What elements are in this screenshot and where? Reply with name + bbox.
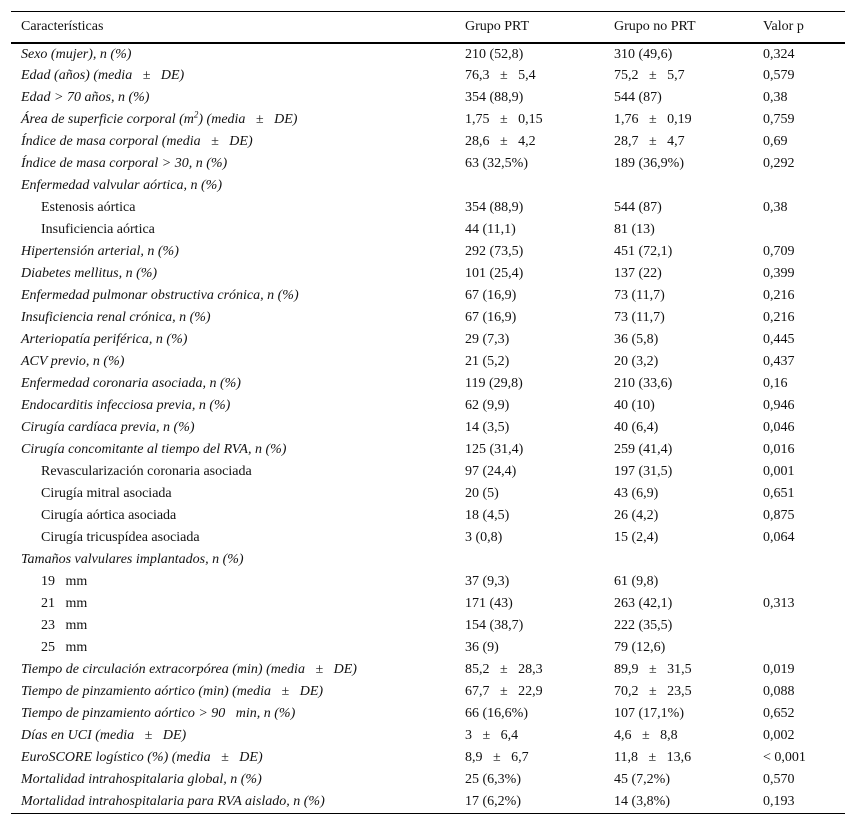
row-label [11,263,455,285]
row-label-text: Tamaños valvulares implantados, n (%) [21,552,244,567]
cell-group-prt: 210 (52,8) [465,46,524,62]
row-label [11,307,455,329]
cell-group-no-prt: 15 (2,4) [614,530,659,545]
row-label-text: Tiempo de circulación extracorpórea (min) (media ± DE) [21,662,357,677]
cell-group-no-prt: 544 (87) [614,200,662,215]
cell-p-value: 0,016 [763,442,795,457]
row-label [11,791,455,813]
row-label [11,175,455,197]
row-label [11,725,455,747]
cell-p-value: 0,324 [763,46,795,62]
table-row [11,747,845,769]
cell-group-prt: 8,9 ± 6,7 [465,750,529,765]
cell-p-value: 0,570 [763,772,795,787]
table-row [11,263,845,285]
row-label-text: Enfermedad pulmonar obstructiva crónica, n (%) [21,288,299,303]
row-label [11,527,455,549]
cell-group-no-prt: 28,7 ± 4,7 [614,134,685,149]
cell-group-prt [455,175,604,197]
table-row [11,395,845,417]
row-label-text: Cirugía mitral asociada [41,486,172,501]
cell-p-value: < 0,001 [763,750,806,765]
row-label-text: Mortalidad intrahospitalaria para RVA aislado, n (%) [21,793,325,809]
table-row [11,615,845,637]
row-label-text: Índice de masa corporal > 30, n (%) [21,156,228,171]
table-row [11,131,845,153]
row-label-text: Mortalidad intrahospitalaria global, n (%) [21,772,262,787]
cell-group-no-prt: 107 (17,1%) [614,706,684,721]
cell-p-value: 0,69 [763,134,788,149]
cell-group-prt: 85,2 ± 28,3 [465,662,543,677]
row-label-text-after: ) (media ± DE) [198,112,298,127]
header-group-prt: Grupo PRT [465,19,530,34]
row-label-text: Edad > 70 años, n (%) [21,90,150,105]
characteristics-table-container [11,11,845,814]
cell-group-no-prt: 75,2 ± 5,7 [614,68,685,83]
table-row [11,219,845,241]
row-label-text: Estenosis aórtica [41,200,136,215]
table-row [11,593,845,615]
row-label [11,483,455,505]
cell-group-no-prt: 310 (49,6) [614,46,673,62]
row-label [11,395,455,417]
row-label [11,505,455,527]
row-label-text: Enfermedad coronaria asociada, n (%) [21,376,241,391]
cell-p-value: 0,579 [763,68,795,83]
table-row [11,527,845,549]
row-label [11,681,455,703]
table-row [11,791,845,813]
characteristics-table [11,11,845,814]
row-label-text: Tiempo de pinzamiento aórtico (min) (media ± DE) [21,684,324,699]
cell-group-prt: 28,6 ± 4,2 [465,134,536,149]
row-label-text: Cirugía aórtica asociada [41,508,177,523]
row-label [11,769,455,791]
cell-group-no-prt: 43 (6,9) [614,486,659,501]
row-label [11,351,455,373]
row-label [11,87,455,109]
row-label [11,659,455,681]
row-label-text: ACV previo, n (%) [21,354,125,369]
table-row [11,461,845,483]
cell-group-prt: 3 (0,8) [465,530,503,545]
table-row [11,109,845,131]
cell-group-prt [455,549,604,571]
cell-group-no-prt: 137 (22) [614,266,662,281]
table-row [11,505,845,527]
cell-group-no-prt: 81 (13) [614,222,655,237]
table-row [11,549,845,571]
cell-p-value: 0,38 [763,200,788,215]
row-label-text: Endocarditis infecciosa previa, n (%) [21,398,231,413]
cell-group-prt: 62 (9,9) [465,398,510,413]
table-row [11,417,845,439]
cell-group-prt: 21 (5,2) [465,354,510,369]
table-row [11,285,845,307]
row-label-text: Enfermedad valvular aórtica, n (%) [21,178,223,193]
row-label [11,439,455,461]
row-label-text: EuroSCORE logístico (%) (media ± DE) [21,750,263,765]
cell-group-prt: 97 (24,4) [465,464,517,479]
cell-p-value: 0,875 [763,508,795,523]
cell-group-no-prt: 544 (87) [614,90,662,105]
table-row [11,769,845,791]
cell-group-prt: 154 (38,7) [465,618,524,633]
table-row [11,571,845,593]
cell-group-prt: 292 (73,5) [465,244,524,259]
row-label [11,43,455,65]
row-label [11,549,455,571]
cell-group-prt: 1,75 ± 0,15 [465,112,543,127]
cell-group-no-prt: 26 (4,2) [614,508,659,523]
cell-p-value: 0,399 [763,266,795,281]
table-row [11,329,845,351]
cell-p-value: 0,759 [763,112,795,127]
row-label-text: 25 mm [41,640,88,655]
header-characteristics: Características [21,19,104,34]
cell-p-value: 0,001 [763,464,795,479]
cell-p-value: 0,651 [763,486,795,501]
cell-group-no-prt: 40 (10) [614,398,655,413]
cell-group-prt: 14 (3,5) [465,420,510,435]
row-label-text: Cirugía tricuspídea asociada [41,530,200,545]
cell-group-prt: 354 (88,9) [465,90,524,105]
table-body [11,43,845,813]
cell-p-value: 0,046 [763,420,795,435]
cell-group-no-prt: 222 (35,5) [614,618,673,633]
row-label-text: Cirugía cardíaca previa, n (%) [21,420,195,435]
cell-p-value: 0,002 [763,728,795,743]
row-label [11,571,455,593]
cell-group-no-prt: 263 (42,1) [614,596,673,611]
table-row [11,373,845,395]
cell-group-no-prt: 73 (11,7) [614,310,665,325]
cell-group-no-prt [604,549,753,571]
table-row [11,483,845,505]
cell-p-value: 0,088 [763,684,795,699]
cell-group-no-prt: 4,6 ± 8,8 [614,728,678,743]
row-label-text: Revascularización coronaria asociada [41,464,252,479]
header-p-value: Valor p [763,19,804,34]
cell-group-prt: 66 (16,6%) [465,706,528,721]
table-row [11,153,845,175]
row-label [11,637,455,659]
cell-group-no-prt: 197 (31,5) [614,464,673,479]
row-label-text: 23 mm [41,618,88,633]
cell-group-prt: 101 (25,4) [465,266,524,281]
cell-group-prt: 67 (16,9) [465,310,517,325]
cell-p-value: 0,216 [763,310,795,325]
table-row [11,197,845,219]
row-label-text: Arteriopatía periférica, n (%) [21,332,188,347]
cell-p-value [753,615,845,637]
cell-group-no-prt: 20 (3,2) [614,354,659,369]
row-label [11,461,455,483]
cell-group-no-prt: 36 (5,8) [614,332,659,347]
cell-group-prt: 76,3 ± 5,4 [465,68,536,83]
row-label [11,131,455,153]
table-row [11,659,845,681]
cell-p-value: 0,019 [763,662,795,677]
row-label-superscript: 2 [193,109,199,120]
cell-p-value: 0,216 [763,288,795,303]
cell-p-value: 0,437 [763,354,795,369]
cell-group-prt: 36 (9) [465,640,499,655]
row-label [11,241,455,263]
cell-group-prt: 17 (6,2%) [465,793,521,809]
cell-group-prt: 171 (43) [465,596,513,611]
cell-p-value [753,571,845,593]
row-label-text: Hipertensión arterial, n (%) [21,244,179,259]
cell-p-value: 0,313 [763,596,795,611]
cell-group-no-prt: 259 (41,4) [614,442,673,457]
cell-group-no-prt: 89,9 ± 31,5 [614,662,692,677]
row-label [11,329,455,351]
cell-group-prt: 63 (32,5%) [465,156,528,171]
table-row [11,43,845,65]
cell-p-value: 0,193 [763,793,795,809]
row-label [11,373,455,395]
row-label-text: 21 mm [41,596,88,611]
cell-group-no-prt: 210 (33,6) [614,376,673,391]
table-row [11,175,845,197]
row-label [11,593,455,615]
row-label-text: Tiempo de pinzamiento aórtico > 90 min, n (%) [21,706,296,721]
cell-group-prt: 25 (6,3%) [465,772,521,787]
row-label [11,65,455,87]
row-label [11,417,455,439]
cell-group-no-prt: 1,76 ± 0,19 [614,112,692,127]
row-label [11,153,455,175]
row-label-text: Insuficiencia renal crónica, n (%) [21,310,211,325]
table-header-row [11,12,845,44]
cell-group-prt: 44 (11,1) [465,222,516,237]
row-label [11,703,455,725]
cell-p-value [753,175,845,197]
row-label-text: Área de superficie corporal (m [21,112,194,127]
table-row [11,703,845,725]
table-row [11,307,845,329]
cell-group-prt: 354 (88,9) [465,200,524,215]
cell-group-prt: 37 (9,3) [465,574,510,589]
cell-group-prt: 67 (16,9) [465,288,517,303]
cell-group-no-prt: 11,8 ± 13,6 [614,750,692,765]
row-label [11,109,455,131]
cell-group-prt: 119 (29,8) [465,376,523,391]
cell-p-value [753,219,845,241]
cell-p-value [753,549,845,571]
table-row [11,87,845,109]
table-row [11,637,845,659]
cell-p-value: 0,709 [763,244,795,259]
row-label-text: Días en UCI (media ± DE) [21,728,187,743]
cell-p-value: 0,292 [763,156,795,171]
row-label-text: Índice de masa corporal (media ± DE) [21,134,253,149]
cell-group-prt: 18 (4,5) [465,508,510,523]
row-label [11,219,455,241]
cell-group-no-prt [604,175,753,197]
cell-group-no-prt: 45 (7,2%) [614,772,670,787]
row-label [11,747,455,769]
row-label-text: Insuficiencia aórtica [41,222,155,237]
table-row [11,65,845,87]
row-label [11,197,455,219]
cell-p-value [753,637,845,659]
row-label-text: 19 mm [41,574,88,589]
cell-group-no-prt: 61 (9,8) [614,574,659,589]
cell-group-no-prt: 451 (72,1) [614,244,673,259]
header-group-no-prt: Grupo no PRT [614,19,696,34]
table-row [11,725,845,747]
cell-p-value: 0,38 [763,90,788,105]
cell-p-value: 0,16 [763,376,788,391]
cell-group-no-prt: 40 (6,4) [614,420,659,435]
cell-p-value: 0,946 [763,398,795,413]
cell-group-prt: 3 ± 6,4 [465,728,519,743]
cell-group-no-prt: 73 (11,7) [614,288,665,303]
row-label-text: Sexo (mujer), n (%) [21,46,132,62]
cell-group-no-prt: 14 (3,8%) [614,793,670,809]
table-row [11,351,845,373]
cell-group-prt: 29 (7,3) [465,332,510,347]
cell-group-prt: 125 (31,4) [465,442,524,457]
table-row [11,439,845,461]
row-label-text: Diabetes mellitus, n (%) [21,266,158,281]
row-label-text: Edad (años) (media ± DE) [21,68,185,83]
cell-p-value: 0,445 [763,332,795,347]
cell-p-value: 0,064 [763,530,795,545]
table-row [11,681,845,703]
cell-group-prt: 20 (5) [465,486,499,501]
cell-group-no-prt: 189 (36,9%) [614,156,684,171]
cell-p-value: 0,652 [763,706,795,721]
row-label [11,285,455,307]
cell-group-prt: 67,7 ± 22,9 [465,684,543,699]
row-label-text: Cirugía concomitante al tiempo del RVA, n (%) [21,442,287,457]
table-row [11,241,845,263]
cell-group-no-prt: 70,2 ± 23,5 [614,684,692,699]
cell-group-no-prt: 79 (12,6) [614,640,666,655]
row-label [11,615,455,637]
